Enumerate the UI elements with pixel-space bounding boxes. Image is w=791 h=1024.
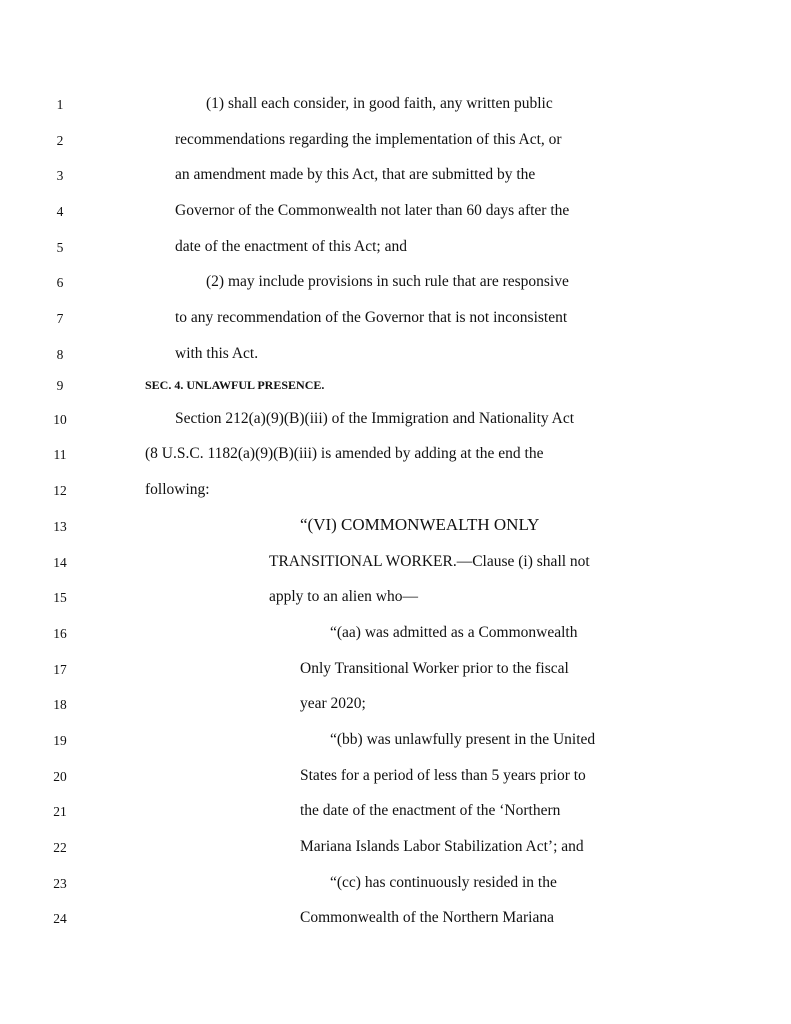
line-number: 7 [56,311,64,326]
line-text: “(VI) COMMONWEALTH ONLY [300,515,540,534]
line-text: Governor of the Commonwealth not later than 60 days after the [175,202,570,219]
line-number: 16 [53,626,67,641]
line-text: “(bb) was unlawfully present in the United [330,731,596,748]
line-number: 20 [53,769,67,784]
line-text: (8 U.S.C. 1182(a)(9)(B)(iii) is amended by adding at the end the [145,445,544,462]
line-text: the date of the enactment of the ‘Northern [300,802,561,819]
line-number: 11 [53,447,67,462]
line-text: to any recommendation of the Governor that is not inconsistent [175,309,568,326]
line-text: year 2020; [300,695,366,712]
line-number: 3 [56,168,64,183]
line-number: 5 [56,240,64,255]
line-number: 6 [56,275,64,290]
line-text: following: [145,481,210,498]
line-number: 4 [56,204,64,219]
line-number: 12 [53,483,67,498]
line-text: TRANSITIONAL WORKER.—Clause (i) shall not [269,553,590,570]
line-number: 13 [53,519,67,534]
line-text: Mariana Islands Labor Stabilization Act’; and [300,838,584,855]
line-number: 10 [53,412,67,427]
line-text: Section 212(a)(9)(B)(iii) of the Immigration and Nationality Act [175,410,575,427]
line-text: an amendment made by this Act, that are submitted by the [175,166,536,183]
line-text: (1) shall each consider, in good faith, any written public [206,95,553,112]
line-number: 23 [53,876,67,891]
line-text: Only Transitional Worker prior to the fiscal [300,660,569,677]
line-text: (2) may include provisions in such rule that are responsive [206,273,569,290]
line-number: 22 [53,840,67,855]
line-text: date of the enactment of this Act; and [175,238,407,255]
section-heading: SEC. 4. UNLAWFUL PRESENCE. [145,378,325,392]
line-number: 1 [56,97,64,112]
line-text: with this Act. [175,345,259,362]
line-number: 2 [56,133,64,148]
line-text: apply to an alien who— [269,588,418,605]
line-number: 24 [53,911,67,926]
line-text: Commonwealth of the Northern Mariana [300,909,554,926]
line-number: 18 [53,697,67,712]
line-text: “(cc) has continuously resided in the [330,874,557,891]
line-number: 9 [56,378,64,393]
line-number: 15 [53,590,67,605]
line-number: 17 [53,662,67,677]
line-number: 8 [56,347,64,362]
line-number: 19 [53,733,67,748]
line-number: 14 [53,555,67,570]
line-number: 21 [53,804,67,819]
line-text: recommendations regarding the implementation of this Act, or [175,131,562,148]
line-text: States for a period of less than 5 years prior to [300,767,586,784]
line-text: “(aa) was admitted as a Commonwealth [330,624,578,641]
